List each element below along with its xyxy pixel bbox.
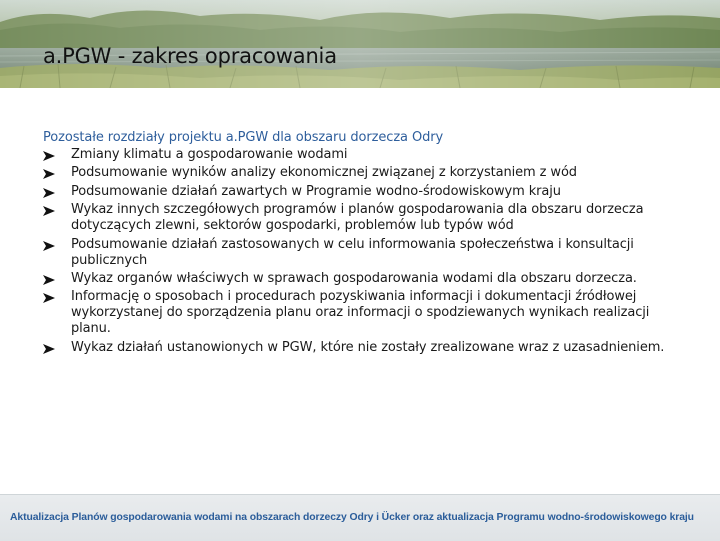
- list-item: [43, 184, 683, 200]
- list-item-text: Podsumowanie działań zawartych w Programie wodno-środowiskowym kraju: [71, 183, 561, 199]
- list-item-text: Wykaz organów właściwych w sprawach gospodarowania wodami dla obszaru dorzecza.: [71, 270, 637, 286]
- list-item-text: Wykaz działań ustanowionych w PGW, które nie zostały zrealizowane wraz z uzasadnieniem.: [71, 339, 665, 355]
- list-item-text: Podsumowanie działań zastosowanych w celu informowania społeczeństwa i konsultacji publicznych: [71, 236, 634, 268]
- list-item-text: Zmiany klimatu a gospodarowanie wodami: [71, 147, 348, 162]
- list-item: [43, 271, 683, 287]
- arrowhead-bullet-icon: [43, 293, 55, 303]
- page-title: a.PGW - zakres opracowania: [43, 44, 337, 68]
- arrowhead-bullet-icon: [43, 169, 55, 179]
- list-item-text: Podsumowanie wyników analizy ekonomicznej związanej z korzystaniem z wód: [71, 165, 577, 181]
- footer-text: Aktualizacja Planów gospodarowania wodami na obszarach dorzeczy Odry i Ücker oraz aktualizacja Programu wodno-środowiskowego kraju: [10, 512, 694, 523]
- list-item: [43, 165, 683, 181]
- arrowhead-bullet-icon: [43, 206, 55, 216]
- list-item: [43, 237, 683, 269]
- bullet-list: [43, 147, 683, 356]
- list-item: [43, 340, 683, 356]
- arrowhead-bullet-icon: [43, 151, 55, 161]
- slide-content: [43, 128, 683, 358]
- list-item: [43, 289, 683, 337]
- arrowhead-bullet-icon: [43, 241, 55, 251]
- header-banner: [0, 0, 720, 88]
- list-item: [43, 147, 683, 163]
- arrowhead-bullet-icon: [43, 275, 55, 285]
- list-item: [43, 202, 683, 234]
- footer-bar: [0, 494, 720, 541]
- list-item-text: Wykaz innych szczegółowych programów i planów gospodarowania dla obszaru dorzecza dotyczących zlewni, sektorów gospodarki, problemów lub typów wód: [71, 202, 644, 234]
- list-item-text: Informację o sposobach i procedurach pozyskiwania informacji i dokumentacji źródłowej wykorzystanej do sporządzenia planu oraz informacji o spodziewanych wynikach realizacji planu.: [71, 289, 650, 337]
- section-subtitle: Pozostałe rozdziały projektu a.PGW dla obszaru dorzecza Odry: [43, 130, 444, 145]
- arrowhead-bullet-icon: [43, 188, 55, 198]
- arrowhead-bullet-icon: [43, 344, 55, 354]
